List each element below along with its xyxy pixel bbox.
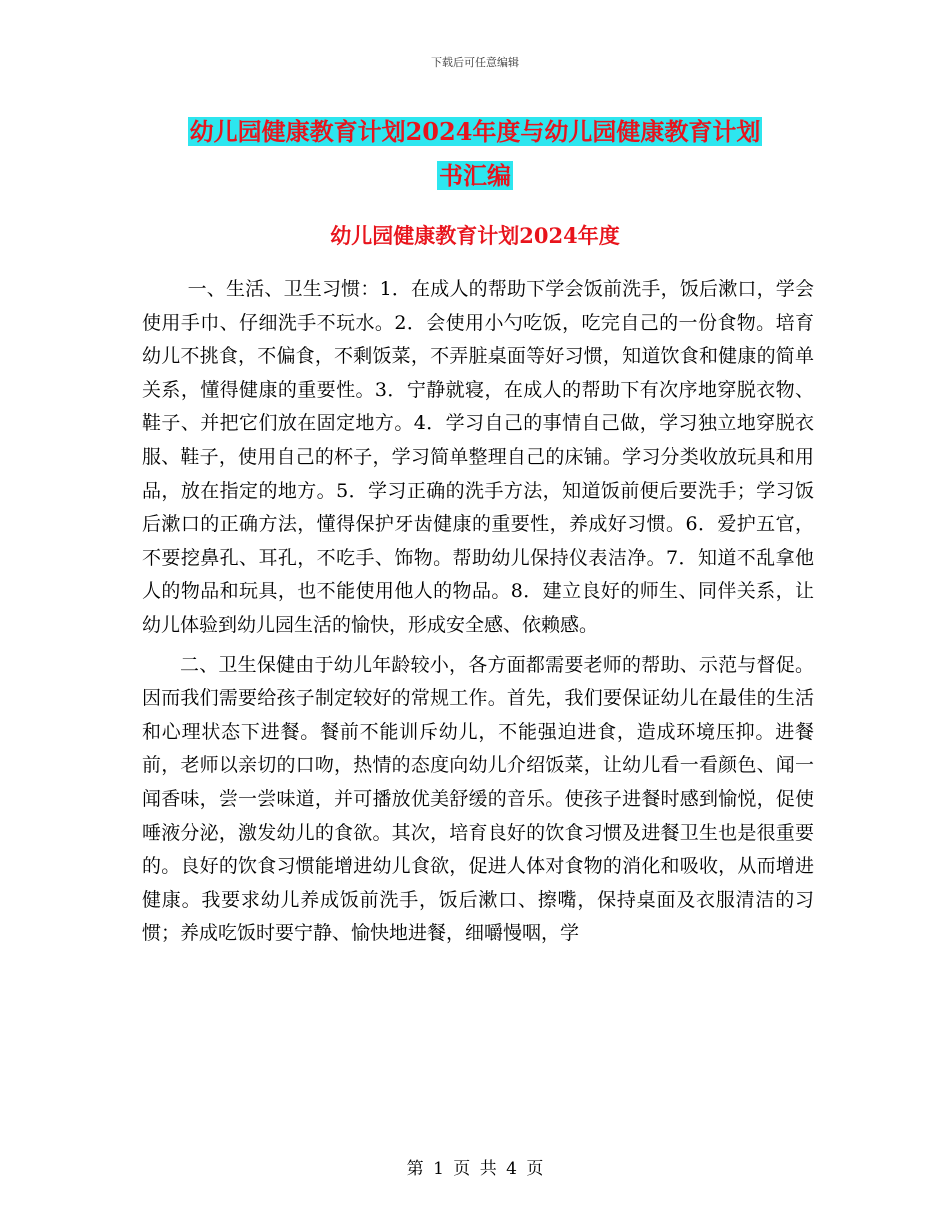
section-title: 幼儿园健康教育计划2024年度: [330, 223, 620, 248]
title-line-1: 幼儿园健康教育计划2024年度与幼儿园健康教育计划: [189, 117, 761, 146]
body-text: [142, 273, 814, 951]
document-title: [0, 110, 950, 198]
paragraph-2: 二、卫生保健由于幼儿年龄较小，各方面都需要老师的帮助、示范与督促。因而我们需要给孩子制定较好的常规工作。首先，我们要保证幼儿在最佳的生活和心理状态下进餐。餐前不能训斥幼儿，不能强迫进食，造成环境压抑。进餐前，老师以亲切的口吻，热情的态度向幼儿介绍饭菜，让幼儿看一看颜色、闻一闻香味，尝一尝味道，并可播放优美舒缓的音乐。使孩子进餐时感到愉悦，促使唾液分泌，激发幼儿的食欲。其次，培育良好的饮食习惯及进餐卫生也是很重要的。良好的饮食习惯能增进幼儿食欲，促进人体对食物的消化和吸收，从而增进健康。我要求幼儿养成饭前洗手，饭后漱口、擦嘴，保持桌面及衣服清洁的习惯；养成吃饭时要宁静、愉快地进餐，细嚼慢咽，学: [142, 653, 814, 945]
paragraph-1: 一、生活、卫生习惯：1．在成人的帮助下学会饭前洗手，饭后漱口，学会使用手巾、仔细洗手不玩水。2．会使用小勺吃饭，吃完自己的一份食物。培育幼儿不挑食，不偏食，不剩饭菜，不弄脏桌面等好习惯，知道饮食和健康的简单关系，懂得健康的重要性。3．宁静就寝，在成人的帮助下有次序地穿脱衣物、鞋子、并把它们放在固定地方。4．学习自己的事情自己做，学习独立地穿脱衣服、鞋子，使用自己的杯子，学习简单整理自己的床铺。学习分类收放玩具和用品，放在指定的地方。5．学习正确的洗手方法，知道饭前便后要洗手；学习饭后漱口的正确方法，懂得保护牙齿健康的重要性，养成好习惯。6．爱护五官，不要挖鼻孔、耳孔，不吃手、饰物。帮助幼儿保持仪表洁净。7．知道不乱拿他人的物品和玩具，也不能使用他人的物品。8．建立良好的师生、同伴关系，让幼儿体验到幼儿园生活的愉快，形成安全感、依赖感。: [142, 278, 814, 636]
header-note: 下载后可任意编辑: [431, 56, 519, 69]
title-line-2: 书汇编: [439, 161, 511, 190]
page-footer: 第 1 页 共 4 页: [406, 1159, 544, 1179]
